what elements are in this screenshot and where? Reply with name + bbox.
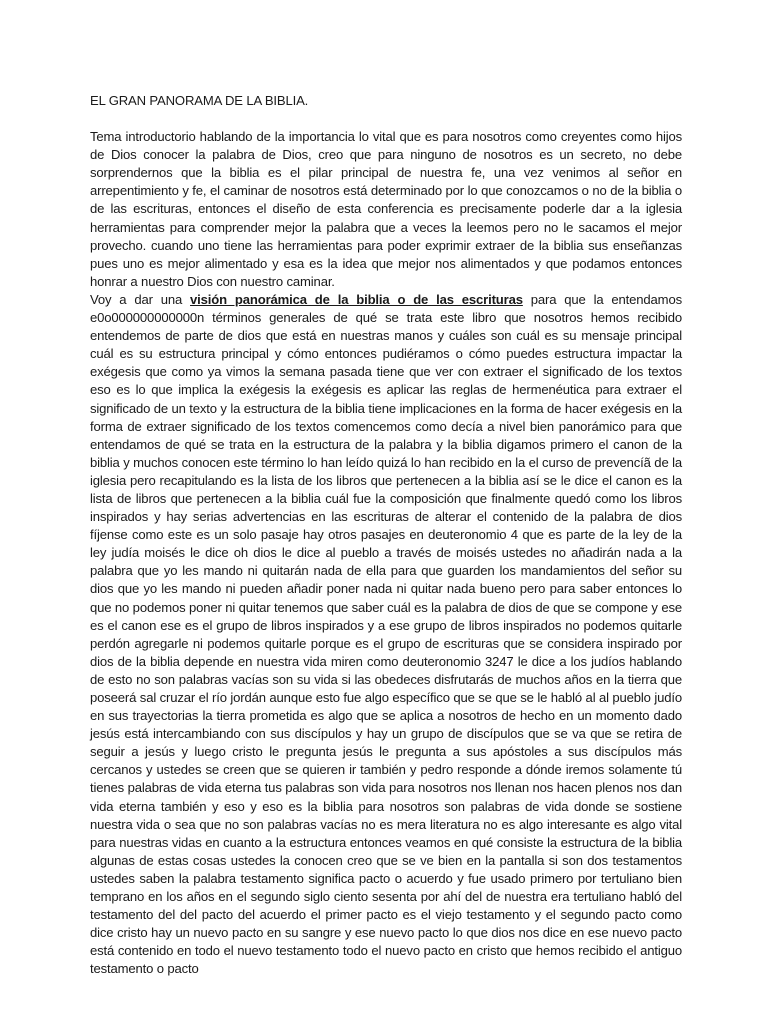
intro-paragraph: Tema introductorio hablando de la importancia lo vital que es para nosotros como creyentes como hijos de Dios conocer la palabra de Dios, creo que para ninguno de nosotros es un secreto, no debe sorprendernos que la biblia es el pilar principal de nuestra fe, una vez venimos al señor en arrepentimiento y fe, el caminar de nosotros está determinado por lo que conozcamos o no de la biblia o de las escrituras, entonces el diseño de esta conferencia es precisamente poderle dar a la iglesia herramientas para comprender mejor la palabra que a veces la leemos pero no le sacamos el mejor provecho. cuando uno tiene las herramientas para poder exprimir extraer de la biblia sus enseñanzas pues uno es mejor alimentado y esa es la idea que mejor nos alimentados y que podamos entonces honrar a nuestro Dios con nuestro caminar. [90, 129, 682, 289]
body-paragraph-intro: Voy a dar una [90, 291, 191, 307]
document-page [90, 92, 682, 979]
emphasized-phrase: visión panorámica de la biblia o de las escrituras [190, 291, 523, 307]
body-paragraph-text: para que la entendamos e0o000000000000n términos generales de qué se trata este libro que nosotros hemos recibido entendemos de parte de dios que está en nuestras manos y cuáles son cuál es su mensaje principal cuál es su estructura principal y cómo entonces pudiéramos o cómo puedes estructura impactar la exégesis que como ya vimos la semana pasada tiene que ver con extraer el significado de los textos eso es lo que implica la exégesis la exégesis es aplicar las reglas de hermenéutica para extraer el significado de un texto y la estructura de la biblia tiene implicaciones en la forma de hacer exégesis en la forma de extraer significado de los textos comencemos como decía a nivel bien panorámico para que entendamos de qué se trata en la estructura de la palabra y la biblia digamos primero el canon de la biblia y muchos conocen este término lo han leído quizá lo han recibido en la el curso de prevencíã de la iglesia pero recapitulando es la lista de los libros que pertenecen a la biblia así se le dice el canon es la lista de libros que pertenecen a la biblia cuál fue la composición que finalmente quedó como los libros inspirados y hay serias advertencias en las escrituras de alterar el contenido de la palabra de dios fíjense como este es un solo pasaje hay otros pasajes en deuteronomio 4 que es parte de la ley de la ley judía moisés le dice oh dios le dice al pueblo a través de moisés ustedes no añadirán nada a la palabra que yo les mando ni quitarán nada de ella para que guarden los mandamientos del señor su dios que yo les mando ni pueden añadir poner nada ni quitar nada bueno pero para saber entonces lo que no podemos poner ni quitar tenemos que saber cuál es la palabra de dios de que se compone y ese es el canon ese es el grupo de libros inspirados y a ese grupo de libros inspirados no podemos quitarle perdón agregarle ni podemos quitarle porque es el grupo de escrituras que se considera inspirado por dios de la biblia depende en nuestra vida miren como deuteronomio 3247 le dice a los judíos hablando de esto no son palabras vacías son su vida si las obedeces disfrutarás de muchos años en la tierra que poseerá sal cruzar el río jordán aunque esto fue algo específico que se que se le habló al al pueblo judío en sus trayectorias la tierra prometida es algo que se aplica a nosotros de hecho en un momento dado jesús está intercambiando con sus discípulos y hay un grupo de discípulos que se va que se retira de seguir a jesús y luego cristo le pregunta jesús le pregunta a sus apóstoles a sus discípulos más cercanos y ustedes se creen que se quieren ir también y pedro responde a dónde iremos solamente tú tienes palabras de vida eterna tus palabras son vida para nosotros nos llenan nos hacen plenos nos dan vida eterna también y eso y eso es la biblia para nosotros son palabras de vida donde se sostiene nuestra vida o sea que no son palabras vacías no es mera literatura no es algo interesante es algo vital para nuestras vidas en cuanto a la estructura entonces veamos en qué consiste la estructura de la biblia algunas de estas cosas ustedes la conocen creo que se ve bien en la pantalla si son dos testamentos ustedes saben la palabra testamento significa pacto o acuerdo y fue usado primero por tertuliano bien temprano en los años en el segundo siglo ciento sesenta por ahí del de nuestra era tertuliano habló del testamento del del pacto del acuerdo el primer pacto es el viejo testamento y el segundo pacto como dice cristo hay un nuevo pacto en su sangre y ese nuevo pacto lo que dios nos dice en ese nuevo pacto está contenido en todo el nuevo testamento todo el nuevo pacto en cristo que hemos recibido el antiguo testamento o pacto [90, 291, 682, 977]
document-title: EL GRAN PANORAMA DE LA BIBLIA. [90, 93, 309, 108]
body-paragraph [90, 291, 682, 979]
